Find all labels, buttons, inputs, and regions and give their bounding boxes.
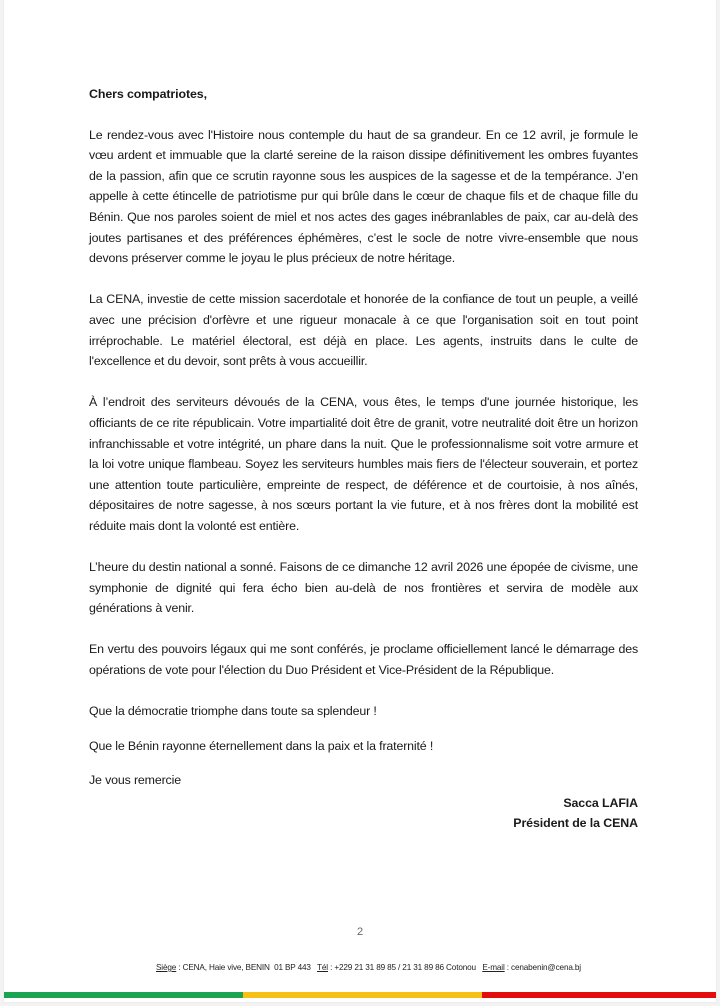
paragraph-cena-preparation: La CENA, investie de cette mission sacerdotale et honorée de la confiance de tout un peuple, a veillé avec une précision d'orfèvre et une rigueur monacale à ce que l'organisation soit en tout point irréprochable. Le matériel électoral, est déjà en place. Les agents, instruits dans le culte de l'excellence et du devoir, sont prêts à vous accueillir.	[89, 292, 638, 369]
flag-color-bar	[4, 992, 716, 998]
paragraph-proclamation: En vertu des pouvoirs légaux qui me sont conférés, je proclame officiellement lancé le démarrage des opérations de vote pour l'élection du Duo Président et Vice-Président de la République.	[89, 642, 638, 678]
paragraph-agents: À l’endroit des serviteurs dévoués de la CENA, vous êtes, le temps d'une journée historique, les officiants de ce rite républicain. Votre impartialité doit être de granit, votre neutralité doit être un horizon infranchissable et votre intégrité, un phare dans la nuit. Que le professionnalisme soit votre armure et la loi votre unique flambeau. Soyez les serviteurs humbles mais fiers de l'électeur souverain, et portez une attention toute particulière, empreinte de respect, de déférence et de courtoisie, à nos aînés, dépositaires de notre sagesse, à nos sœurs portant la vie future, et à nos frères dont la mobilité est réduite mais dont la volonté est entière.	[89, 395, 638, 533]
footer-tel-value: : +229 21 31 89 85 / 21 31 89 86 Cotonou	[327, 963, 483, 972]
footer-email-value: : cenabenin@cena.bj	[504, 963, 581, 972]
salutation: Chers compatriotes,	[89, 87, 207, 101]
footer-email-label: E-mail	[482, 963, 505, 972]
paragraph-national-destiny: L’heure du destin national a sonné. Faisons de ce dimanche 12 avril 2026 une épopée de civisme, une symphonie de dignité qui fera écho bien au-delà de nos frontières et servira de modèle aux générations à venir.	[89, 560, 638, 616]
letter-body	[89, 84, 638, 833]
footer-seat-label: Siège	[156, 963, 177, 972]
footer-address	[156, 963, 581, 972]
signatory-name: Sacca LAFIA	[563, 796, 638, 810]
signatory-title: Président de la CENA	[513, 816, 638, 830]
signature-block	[89, 793, 638, 833]
flag-green-segment	[4, 992, 243, 998]
closing-line: Je vous remercie	[89, 773, 181, 788]
flag-red-segment	[482, 992, 716, 998]
exclamation-democracy: Que la démocratie triomphe dans toute sa splendeur !	[89, 704, 377, 719]
document-page	[4, 0, 716, 1002]
footer-tel-label: Tél	[317, 963, 328, 972]
flag-yellow-segment	[243, 992, 482, 998]
page-number: 2	[356, 926, 364, 938]
footer-seat-value: : CENA, Haie vive, BENIN 01 BP 443	[176, 963, 318, 972]
paragraph-intro: Le rendez-vous avec l'Histoire nous contemple du haut de sa grandeur. En ce 12 avril, je formule le vœu ardent et immuable que la clarté sereine de la raison dissipe définitivement les ombres fuyantes de la passion, afin que ce scrutin rayonne sous les auspices de la sagesse et de la tempérance. J’en appelle à cette étincelle de patriotisme pur qui brûle dans le cœur de chaque fils et de chaque fille du Bénin. Que nos paroles soient de miel et nos actes des gages inébranlables de paix, car au-delà des joutes partisanes et des préférences éphémères, c’est le socle de notre vivre-ensemble que nous devons préserver comme le joyau le plus précieux de notre héritage.	[89, 127, 638, 266]
exclamation-benin: Que le Bénin rayonne éternellement dans la paix et la fraternité !	[89, 738, 434, 753]
